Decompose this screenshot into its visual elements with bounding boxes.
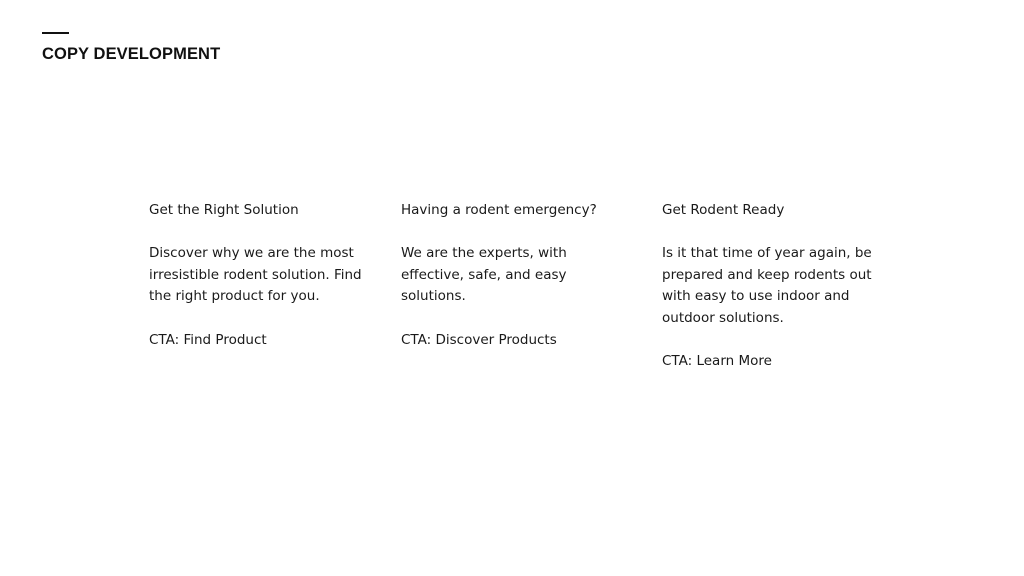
column-headline: Get Rodent Ready — [662, 202, 785, 218]
copy-column-2 — [401, 200, 631, 351]
column-cta: CTA: Learn More — [662, 353, 772, 370]
column-cta: CTA: Find Product — [149, 331, 267, 348]
copy-column-1 — [149, 200, 379, 351]
column-cta: CTA: Discover Products — [401, 331, 557, 348]
column-headline: Having a rodent emergency? — [401, 202, 597, 218]
column-body: Is it that time of year again, be prepared and keep rodents out with easy to use indoor and outdoor solutions. — [662, 245, 872, 326]
title-accent-rule — [42, 32, 69, 34]
column-body: Discover why we are the most irresistible rodent solution. Find the right product for you. — [149, 245, 362, 305]
copy-column-3 — [662, 200, 892, 373]
slide-title: COPY DEVELOPMENT — [42, 45, 221, 63]
column-headline: Get the Right Solution — [149, 202, 299, 218]
column-body: We are the experts, with effective, safe, and easy solutions. — [401, 245, 567, 305]
